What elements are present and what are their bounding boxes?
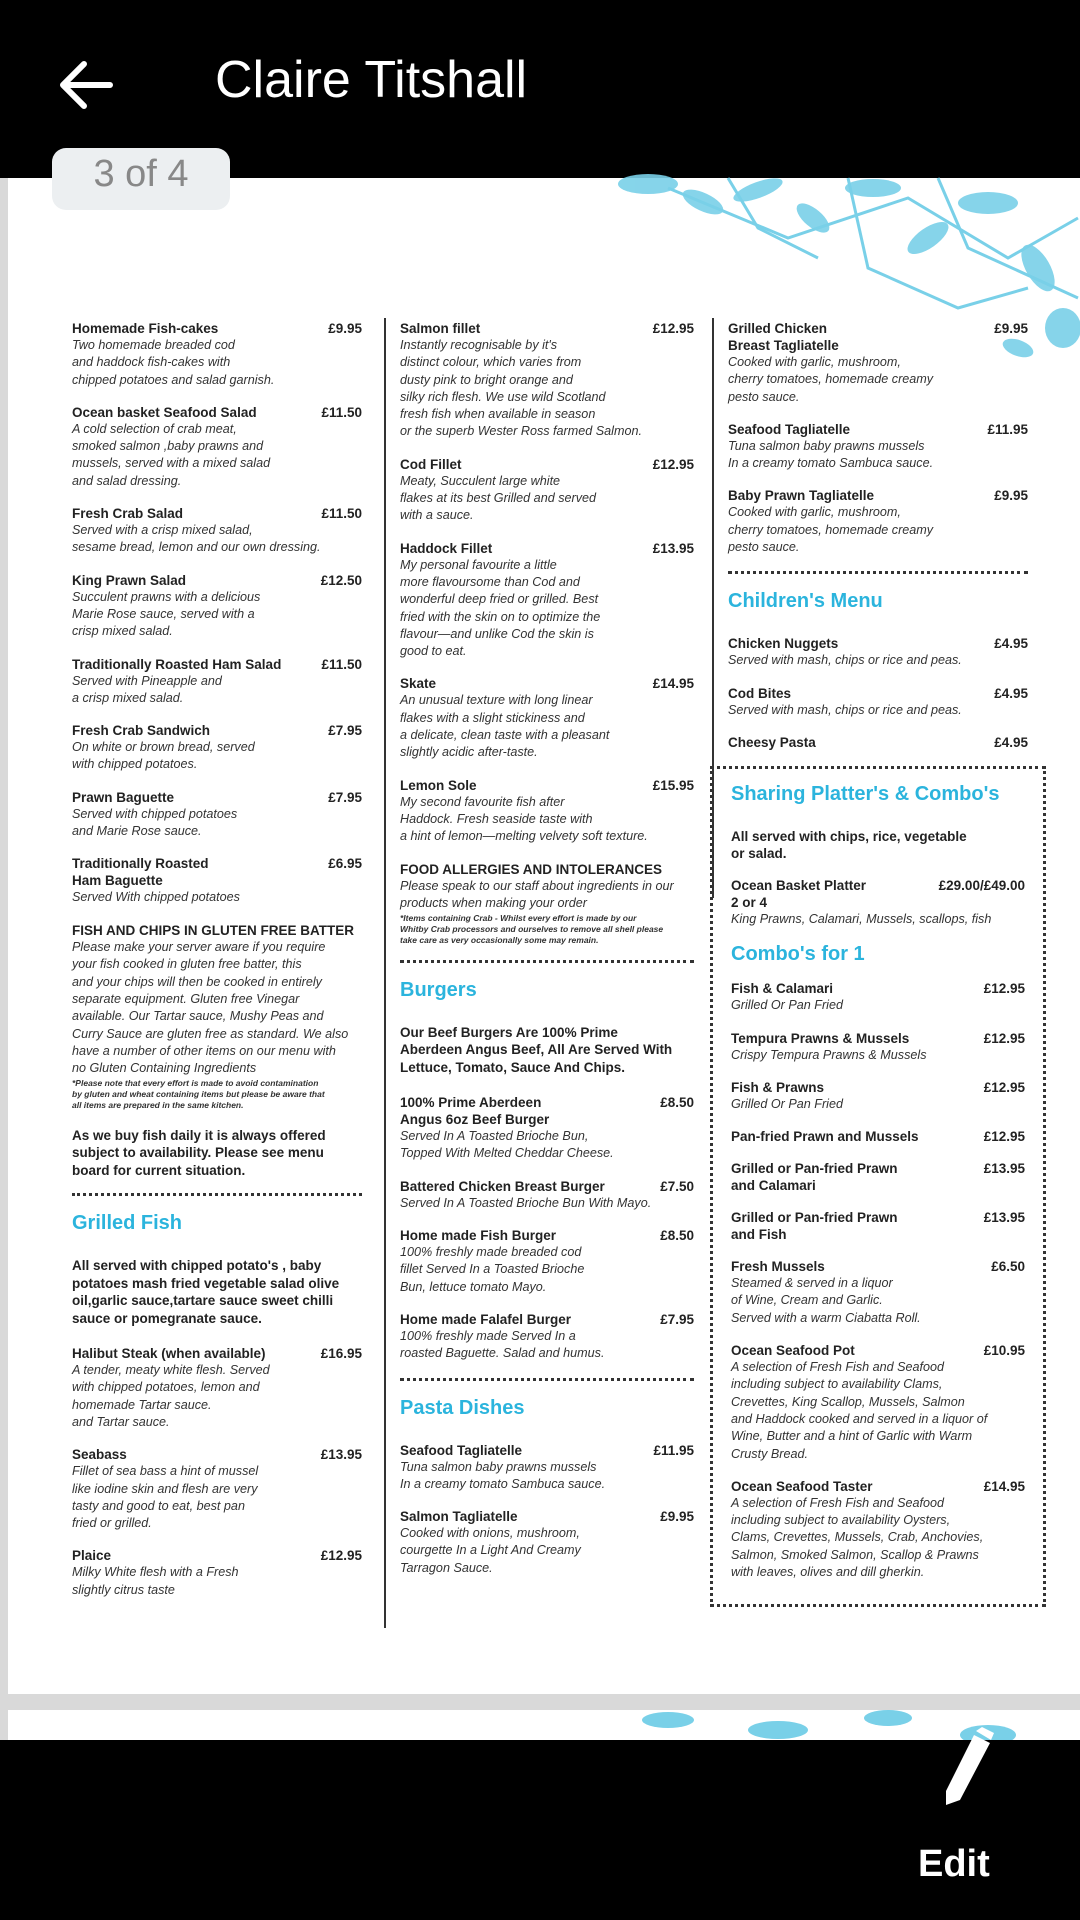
dish-price: £9.95 <box>660 1509 694 1525</box>
dish-price: £8.50 <box>660 1095 694 1111</box>
dish-price: £12.95 <box>983 1079 1025 1095</box>
pasta-item <box>728 487 1028 556</box>
dish-name: Ocean basket Seafood Salad <box>72 404 257 420</box>
dish-name: King Prawn Salad <box>72 572 187 588</box>
dish-description: Instantly recognisable by it's distinct colour, which varies from dusty pink to bright orange and silky rich flesh. We use wild Scotland fresh fish when available in season or the superb Wester Ross farmed Salmon. <box>400 338 642 439</box>
sharing-item <box>731 877 1025 928</box>
combo-title: Combo's for 1 <box>731 943 865 966</box>
column-divider <box>384 318 386 1628</box>
dotted-divider <box>728 571 1028 574</box>
combo-item <box>731 980 1025 1014</box>
dish-description: Meaty, Succulent large white flakes at its best Grilled and served with a sauce. <box>400 473 596 523</box>
arrow-left-icon <box>50 50 120 120</box>
dish-description: Served with mash, chips or rice and peas. <box>728 702 962 717</box>
menu-item <box>400 777 694 846</box>
dish-price: £12.95 <box>652 321 694 336</box>
dish-price: £13.95 <box>983 1210 1025 1226</box>
dish-name: Salmon fillet <box>400 321 481 336</box>
dish-description: King Prawns, Calamari, Mussels, scallops, fish <box>731 911 992 926</box>
dish-name: Baby Prawn Tagliatelle <box>728 488 875 504</box>
dish-description: A selection of Fresh Fish and Seafood including subject to availability Clams, Crevettes, King Scallop, Mussels, Salmon and Haddock cooked and served in a liquor of Wine, Butter and a hint of Garlic with Warm Crusty Bread. <box>731 1360 988 1461</box>
burger-item <box>400 1227 694 1296</box>
sharing-intro: All served with chips, rice, vegetable or salad. <box>731 828 967 862</box>
dish-name: Pan-fried Prawn and Mussels <box>731 1129 919 1145</box>
dish-name: Home made Falafel Burger <box>400 1311 572 1327</box>
dish-price: £11.50 <box>321 404 362 420</box>
dish-description: An unusual texture with long linear flakes with a slight stickiness and a delicate, clean taste with a pleasant slightly acidic after-taste. <box>400 693 610 760</box>
children-item <box>728 734 1028 751</box>
dish-description: Steamed & served in a liquor of Wine, Cream and Garlic. Served with a warm Ciabatta Roll. <box>731 1276 921 1325</box>
dish-description: My second favourite fish after Haddock. Fresh seaside taste with a hint of lemon—melting velvety soft texture. <box>400 794 648 844</box>
dish-description: Fillet of sea bass a hint of mussel like iodine skin and flesh are very tasty and good to eat, best pan fried or grilled. <box>72 1464 259 1531</box>
dish-description: Succulent prawns with a delicious Marie Rose sauce, served with a crisp mixed salad. <box>72 589 261 639</box>
dish-price: £14.95 <box>983 1478 1025 1494</box>
menu-item <box>72 505 362 557</box>
dish-name: Home made Fish Burger <box>400 1228 557 1244</box>
menu-item <box>72 789 362 841</box>
dish-price: £9.95 <box>994 321 1028 336</box>
dish-name: Plaice <box>72 1548 112 1564</box>
burger-item <box>400 1178 694 1212</box>
dish-description: Served In A Toasted Brioche Bun With Mayo. <box>400 1195 652 1210</box>
dish-description: A tender, meaty white flesh. Served with chipped potatoes, lemon and homemade Tartar sauce. and Tartar sauce. <box>72 1363 270 1429</box>
dish-description: Crispy Tempura Prawns & Mussels <box>731 1047 927 1062</box>
dish-name: Seafood Tagliatelle <box>728 421 851 437</box>
combo-item <box>731 1030 1025 1064</box>
dish-name: Homemade Fish-cakes <box>72 321 219 336</box>
dish-name: Ocean Seafood Pot <box>731 1343 855 1359</box>
dish-name: Seafood Tagliatelle <box>400 1442 523 1458</box>
menu-column-2 <box>400 320 694 1592</box>
dish-price: £8.50 <box>660 1228 694 1244</box>
dish-price: £4.95 <box>994 734 1028 750</box>
page-title: Claire Titshall <box>215 51 528 109</box>
grilled-fish-intro: All served with chipped potato's , baby potatoes mash fried vegetable salad olive oil,garlic sauce,tartare sauce sweet chilli sauce or pomegranate sauce. <box>72 1258 340 1326</box>
dish-price: £7.95 <box>328 789 362 805</box>
gluten-free-note: *Please note that every effort is made to avoid contamination by gluten and wheat containing items but please be aware that all items are prepared in the same kitchen. <box>72 1077 325 1110</box>
dotted-divider <box>400 1378 694 1381</box>
menu-item <box>400 540 694 661</box>
dish-name: Cod Bites <box>728 685 792 701</box>
dish-price: £9.95 <box>994 488 1028 504</box>
burger-item <box>400 1311 694 1363</box>
dish-name: Ocean Basket Platter 2 or 4 <box>731 877 867 910</box>
dish-description: Cooked with onions, mushroom, courgette In a Light And Creamy Tarragon Sauce. <box>400 1526 581 1575</box>
dish-price: £12.95 <box>983 1030 1025 1046</box>
dish-price: £13.95 <box>652 540 694 556</box>
dish-price: £12.95 <box>983 1129 1025 1145</box>
dish-price: £11.50 <box>321 656 362 672</box>
dish-name: Traditionally Roasted Ham Salad <box>72 656 282 672</box>
dish-name: Traditionally Roasted Ham Baguette <box>72 856 209 889</box>
dish-description: My personal favourite a little more flavoursome than Cod and wonderful deep fried or grilled. Best fried with the skin on to optimize the flavour—and unlike Cod the skin is good to eat. <box>400 557 601 659</box>
dish-description: Served with chipped potatoes and Marie Rose sauce. <box>72 806 238 839</box>
dish-description: Milky White flesh with a Fresh slightly citrus taste <box>72 1565 239 1597</box>
dish-price: £6.95 <box>328 856 362 872</box>
daily-fish-note: As we buy fish daily it is always offered subject to availability. Please see menu board for current situation. <box>72 1127 326 1178</box>
combo-item <box>731 1128 1025 1145</box>
dish-price: £10.95 <box>983 1343 1025 1359</box>
dotted-divider <box>72 1193 362 1196</box>
dish-price: £13.95 <box>983 1161 1025 1177</box>
dish-price: £6.50 <box>991 1259 1025 1275</box>
combo-item <box>731 1160 1025 1194</box>
dish-name: Lemon Sole <box>400 777 477 793</box>
dish-description: Served with a crisp mixed salad, sesame bread, lemon and our own dressing. <box>72 523 321 555</box>
dish-description: Served with Pineapple and a crisp mixed salad. <box>72 673 222 705</box>
childrens-menu-title: Children's Menu <box>728 590 883 613</box>
dish-name: Salmon Tagliatelle <box>400 1509 518 1525</box>
dish-name: Cheesy Pasta <box>728 734 816 750</box>
pasta-item <box>400 1508 694 1577</box>
combo-item <box>731 1079 1025 1113</box>
dish-name: Halibut Steak (when available) <box>72 1346 266 1362</box>
dish-description: Served In A Toasted Brioche Bun, Topped With Melted Cheddar Cheese. <box>400 1129 614 1161</box>
menu-item <box>72 572 362 641</box>
dish-description: Cooked with garlic, mushroom, cherry tomatoes, homemade creamy pesto sauce. <box>728 355 934 404</box>
dish-price: £12.95 <box>652 456 694 472</box>
dish-description: Two homemade breaded cod and haddock fish-cakes with chipped potatoes and salad garnish. <box>72 338 275 387</box>
dish-price: £11.95 <box>653 1442 694 1458</box>
children-item <box>728 635 1028 669</box>
allergies-title: FOOD ALLERGIES AND INTOLERANCES <box>400 861 663 877</box>
dish-name: Grilled Chicken Breast Tagliatelle <box>728 321 839 353</box>
menu-column-1 <box>72 320 362 1614</box>
dotted-divider <box>400 960 694 963</box>
dish-name: Fish & Calamari <box>731 981 834 997</box>
combo-item <box>731 1342 1025 1463</box>
dish-description: A selection of Fresh Fish and Seafood including subject to availability Oysters, Clams, Crevettes, Mussels, Crab, Anchovies, Salmon, Smoked Salmon, Scallop & Prawns with leaves, olives and dill gherkin. <box>731 1495 984 1580</box>
pasta-item <box>728 320 1028 406</box>
dish-description: Served with mash, chips or rice and peas. <box>728 653 962 668</box>
edit-label: Edit <box>918 1843 990 1885</box>
burgers-intro: Our Beef Burgers Are 100% Prime Aberdeen Angus Beef, All Are Served With Lettuce, Tomato, Sauce And Chips. <box>400 1024 673 1075</box>
dish-description: Cooked with garlic, mushroom, cherry tomatoes, homemade creamy pesto sauce. <box>728 505 934 555</box>
dish-description: A cold selection of crab meat, smoked salmon ,baby prawns and mussels, served with a mixed salad and salad dressing. <box>72 421 271 488</box>
combo-item <box>731 1209 1025 1243</box>
dish-name: Ocean Seafood Taster <box>731 1478 873 1494</box>
dish-price: £16.95 <box>320 1346 362 1362</box>
dish-name: Skate <box>400 676 437 692</box>
dish-name: Fresh Crab Sandwich <box>72 723 211 739</box>
dish-name: Grilled or Pan-fried Prawn and Calamari <box>731 1161 898 1194</box>
dish-price: £7.95 <box>328 723 362 739</box>
dish-name: Fresh Mussels <box>731 1259 825 1275</box>
dish-price: £15.95 <box>652 777 694 793</box>
burger-item <box>400 1094 694 1163</box>
dish-price: £11.95 <box>987 421 1028 437</box>
menu-column-3 <box>728 320 1028 1607</box>
menu-item <box>72 320 362 389</box>
menu-item <box>72 656 362 708</box>
dish-name: 100% Prime Aberdeen Angus 6oz Beef Burger <box>400 1095 550 1128</box>
dish-name: Prawn Baguette <box>72 789 175 805</box>
dish-price: £13.95 <box>320 1447 362 1463</box>
dish-description: On white or brown bread, served with chipped potatoes. <box>72 740 255 772</box>
dish-price: £14.95 <box>652 676 694 692</box>
image-viewer[interactable] <box>0 153 1080 1740</box>
dish-name: Cod Fillet <box>400 456 462 472</box>
pasta-title: Pasta Dishes <box>400 1396 525 1419</box>
back-button[interactable] <box>50 50 120 120</box>
allergies-note: *Items containing Crab - Whilst every effort is made by our Whitby Crab processors and ourselves to remove all shell please take care as very occasionally some may remain. <box>400 912 664 945</box>
allergies-text: Please speak to our staff about ingredients in our products when making your order <box>400 879 674 911</box>
pencil-icon <box>930 1725 1000 1815</box>
dish-description: Grilled Or Pan Fried <box>731 998 843 1013</box>
menu-item <box>400 675 694 761</box>
dish-description: Tuna salmon baby prawns mussels In a creamy tomato Sambuca sauce. <box>728 438 934 471</box>
sharing-combo-box <box>710 766 1046 1607</box>
dish-name: Fish & Prawns <box>731 1079 825 1095</box>
dish-price: £11.50 <box>321 506 362 522</box>
menu-item <box>400 456 694 525</box>
burgers-title: Burgers <box>400 978 477 1001</box>
dish-name: Seabass <box>72 1447 127 1463</box>
dish-name: Haddock Fillet <box>400 540 493 556</box>
dish-name: Fresh Crab Salad <box>72 506 184 522</box>
dish-name: Battered Chicken Breast Burger <box>400 1178 605 1194</box>
sharing-title: Sharing Platter's & Combo's <box>731 782 1000 805</box>
dish-price: £12.95 <box>983 981 1025 997</box>
dish-description: Grilled Or Pan Fried <box>731 1096 843 1111</box>
children-item <box>728 685 1028 719</box>
menu-item <box>400 320 694 441</box>
dish-price: £29.00/£49.00 <box>938 877 1025 893</box>
dish-price: £7.50 <box>660 1178 694 1194</box>
page-indicator: 3 of 4 <box>52 148 230 210</box>
dish-description: Tuna salmon baby prawns mussels In a creamy tomato Sambuca sauce. <box>400 1459 606 1491</box>
pasta-item <box>400 1442 694 1494</box>
dish-name: Chicken Nuggets <box>728 636 839 652</box>
menu-page <box>8 153 1080 1694</box>
dish-price: £12.95 <box>320 1548 362 1564</box>
gluten-free-text: Please make your server aware if you require your fish cooked in gluten free batter, this and your chips will then be cooked in entirely separate equipment. Gluten free Vinegar available. Our Tartar sauce, Mushy Peas and Curry Sauce are gluten free as standard. We also have a number of other items on our menu with no Gluten Containing Ingredients <box>72 940 349 1076</box>
edit-button[interactable] <box>900 1725 1040 1900</box>
dish-price: £9.95 <box>328 321 362 336</box>
menu-item <box>72 855 362 906</box>
dish-price: £12.50 <box>320 572 362 588</box>
menu-item <box>72 404 362 490</box>
dish-description: 100% freshly made Served In a roasted Baguette. Salad and humus. <box>400 1328 605 1361</box>
combo-item <box>731 1478 1025 1581</box>
pasta-item <box>728 421 1028 473</box>
dish-price: £4.95 <box>994 636 1028 652</box>
dish-price: £4.95 <box>994 685 1028 701</box>
grilled-fish-item <box>72 1446 362 1532</box>
dish-name: Grilled or Pan-fried Prawn and Fish <box>731 1210 898 1243</box>
menu-item <box>72 722 362 774</box>
dish-name: Tempura Prawns & Mussels <box>731 1030 910 1046</box>
grilled-fish-title: Grilled Fish <box>72 1212 183 1235</box>
grilled-fish-item <box>72 1345 362 1431</box>
dish-price: £7.95 <box>660 1311 694 1327</box>
grilled-fish-item <box>72 1547 362 1599</box>
gluten-free-title: FISH AND CHIPS IN GLUTEN FREE BATTER <box>72 922 355 938</box>
combo-item <box>731 1258 1025 1327</box>
dish-description: 100% freshly made breaded cod fillet Served In a Toasted Brioche Bun, lettuce tomato Mayo. <box>400 1245 585 1294</box>
dish-description: Served With chipped potatoes <box>72 890 240 905</box>
